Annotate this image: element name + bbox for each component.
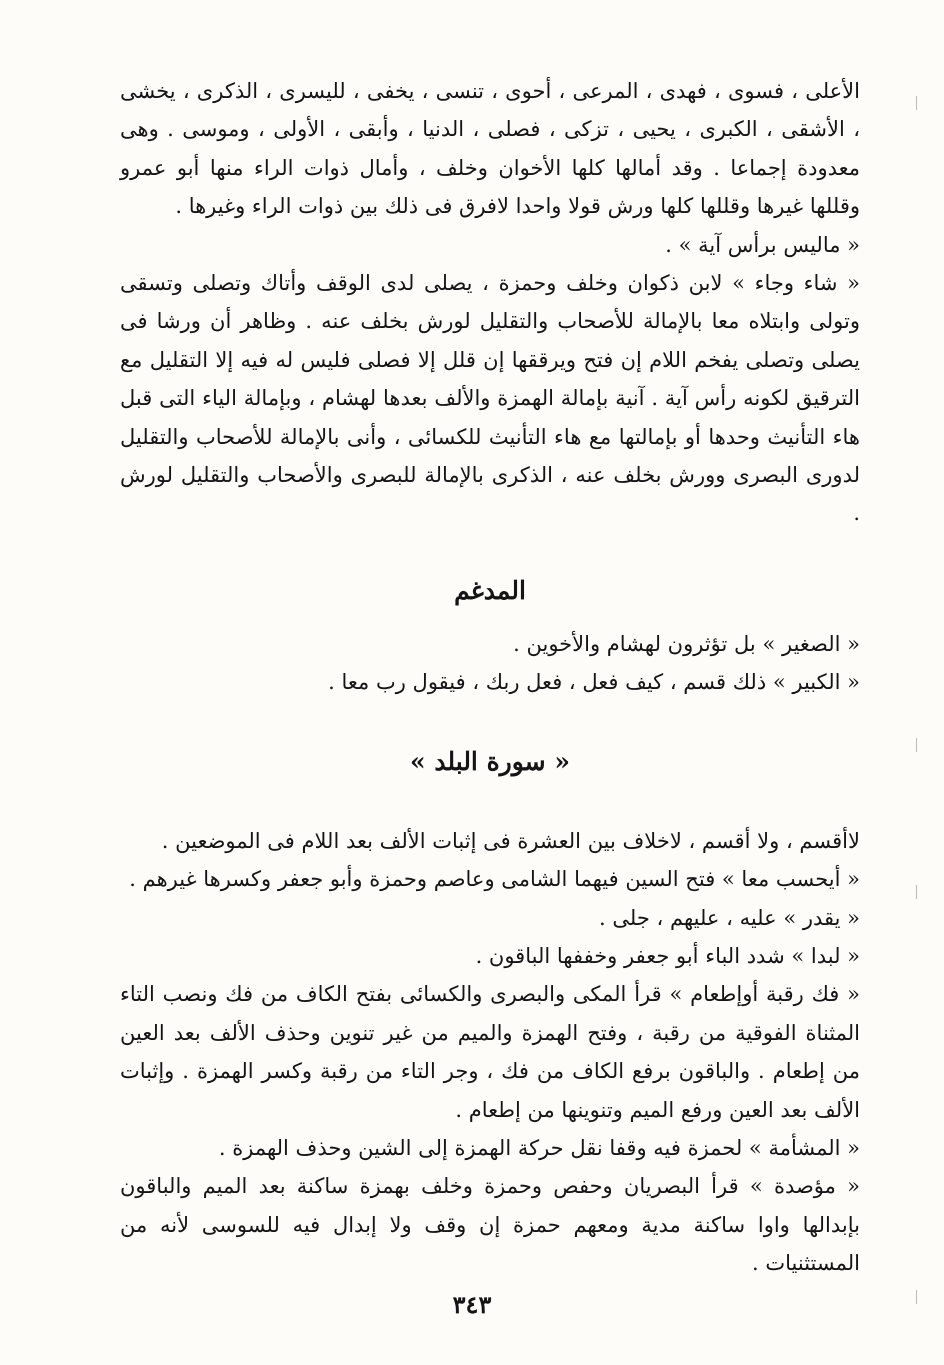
section-gap [120, 782, 860, 822]
margin-mark [916, 885, 917, 899]
section-gap [120, 533, 860, 571]
section-gap [120, 611, 860, 625]
surah-paragraph: « المشأمة » لحمزة فيه وقفا نقل حركة الهمزة إلى الشين وحذف الهمزة . [218, 1135, 860, 1160]
margin-mark [916, 738, 917, 752]
surah-paragraph: لاأقسم ، ولا أقسم ، لاخلاف بين العشرة فى إثبات الألف بعد اللام فى الموضعين . [161, 828, 860, 853]
paragraph-words-list: الأعلى ، فسوى ، فهدى ، المرعى ، أحوى ، تنسى ، يخفى ، لليسرى ، الذكرى ، يخشى ، الأشقى ، الكبرى ، يحيى ، تزكى ، فصلى ، الدنيا ، وأبقى ، الأولى ، وموسى . وهى معدودة إجماعا . وقد أمالها كلها الأخوان وخلف ، وأمال ذوات الراء منها أبو عمرو وقللها غيرها وقللها كلها ورش قولا واحدا لافرق فى ذلك بين ذوات الراء وغيرها . [120, 79, 860, 219]
surah-paragraph: « أيحسب معا » فتح السين فيهما الشامى وعاصم وحمزة وأبو جعفر وكسرها غيرهم . [129, 867, 860, 892]
paragraph-not-verse-end: « ماليس برأس آية » . [665, 232, 860, 257]
heading-mudgham: المدغم [454, 575, 526, 605]
surah-paragraph: « فك رقبة أوإطعام » قرأ المكى والبصرى والكسائى بفتح الكاف من فك ونصب التاء المثناة الفوقية من رقبة ، وفتح الهمزة والميم من غير تنوين وحذف الألف بعد العين من إطعام . والباقون برفع الكاف من فك ، وجر التاء من رقبة وكسر الهمزة . وإثبات الألف بعد العين ورفع الميم وتنوينها من إطعام . [120, 982, 860, 1122]
margin-mark [916, 96, 917, 110]
surah-paragraph: « مؤصدة » قرأ البصريان وحفص وحمزة وخلف بهمزة ساكنة بعد الميم والباقون بإبدالها واوا ساكنة مدية ومعهم حمزة إن وقف ولا إبدال فيه للسوسى لأنه من المستثنيات . [120, 1174, 860, 1276]
mudgham-small: « الصغير » بل تؤثرون لهشام والأخوين . [513, 631, 860, 656]
surah-paragraph: « يقدر » عليه ، عليهم ، جلى . [599, 905, 860, 930]
page-number: ٣٤٣ [452, 1290, 492, 1319]
surah-paragraph: « لبدا » شدد الباء أبو جعفر وخففها الباقون . [475, 943, 860, 968]
page-content [120, 72, 860, 1283]
paragraph-shaa-wajaa: « شاء وجاء » لابن ذكوان وخلف وحمزة ، يصلى لدى الوقف وأتاك وتصلى وتسقى وتولى وابتلاه معا بالإمالة للأصحاب والتقليل لورش بخلف عنه . وظاهر أن ورشا فى يصلى وتصلى يفخم اللام إن فتح ويرققها إن قلل إلا فصلى فليس له فيه إلا التقليل مع الترقيق لكونه رأس آية . آنية بإمالة الهمزة والألف بعدها لهشام ، وبإمالة الياء التى قبل هاء التأنيث وحدها أو بإمالتها مع هاء التأنيث للكسائى ، وأنى بالإمالة للأصحاب والتقليل لدورى البصرى وورش بخلف عنه ، الذكرى بالإمالة للبصرى والأصحاب والتقليل لورش . [120, 271, 860, 526]
mudgham-big: « الكبير » ذلك قسم ، كيف فعل ، فعل ربك ، فيقول رب معا . [328, 670, 860, 695]
section-gap [120, 702, 860, 742]
heading-surah-al-balad: « سورة البلد » [410, 746, 570, 776]
